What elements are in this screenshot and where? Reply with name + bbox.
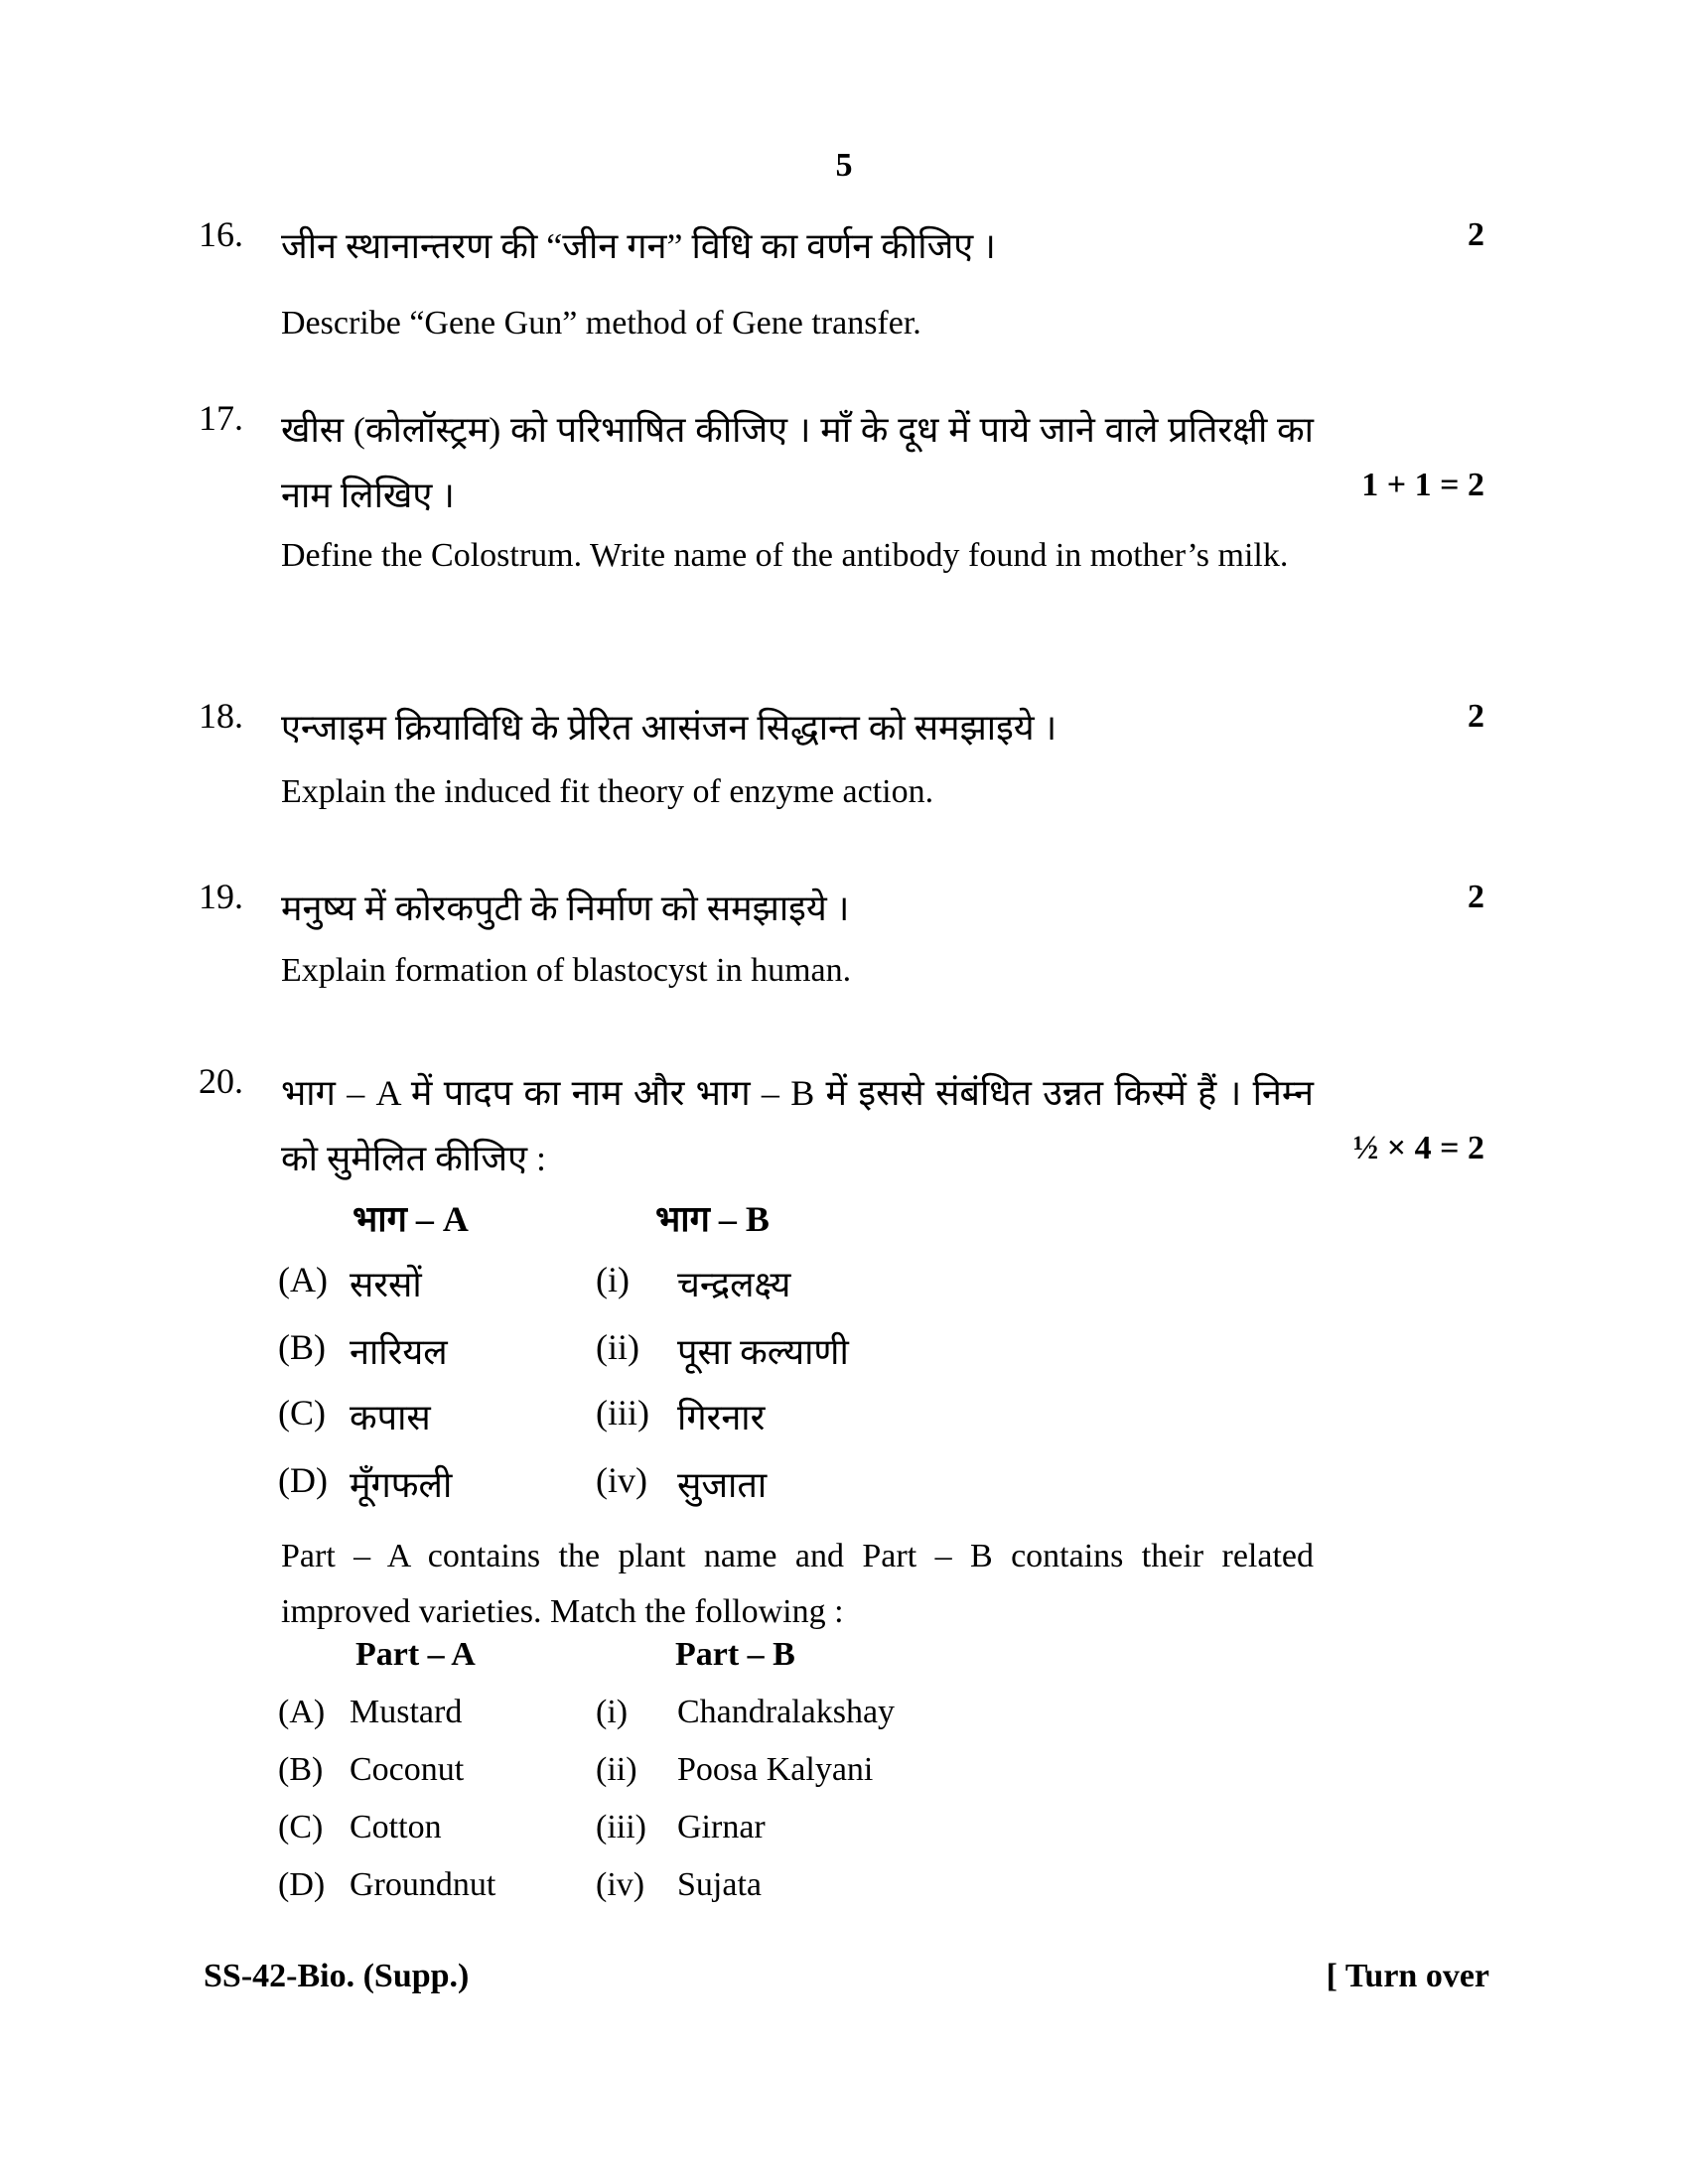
english-part-b-header: Part – B [675,1636,795,1673]
question-19-english: Explain formation of blastocyst in human. [281,952,852,989]
hindi-row-i-label: (i) [596,1260,630,1299]
english-row-a-item: Mustard [350,1694,463,1730]
hindi-row-iii-label: (iii) [596,1393,649,1433]
hindi-match-row [278,1392,1033,1440]
hindi-match-row [278,1259,1033,1307]
english-row-iii-item: Girnar [677,1809,766,1845]
question-16-number: 16. [199,214,243,254]
hindi-row-b-item: नारियल [350,1332,448,1372]
english-row-i-item: Chandralakshay [677,1694,896,1730]
english-row-b-label: (B) [278,1751,324,1788]
hindi-part-a-header: भाग – A [352,1199,469,1239]
paper-code: SS-42-Bio. (Supp.) [204,1958,470,1994]
english-row-iv-label: (iv) [596,1866,645,1903]
question-16-english: Describe “Gene Gun” method of Gene transfer. [281,305,921,341]
english-row-iv-item: Sujata [677,1866,762,1903]
hindi-row-ii-label: (ii) [596,1327,639,1367]
hindi-row-a-label: (A) [278,1260,328,1299]
question-18-number: 18. [199,696,243,736]
question-20-english-intro: Part – A contains the plant name and Part – B contains their related improved varieties. Match the following : [281,1538,1314,1630]
english-row-c-label: (C) [278,1809,324,1845]
page-number: 5 [835,147,853,184]
question-16-hindi: जीन स्थानान्तरण की “जीन गन” विधि का वर्णन कीजिए । [281,226,996,266]
question-19-hindi: मनुष्य में कोरकपुटी के निर्माण को समझाइये । [281,888,850,928]
english-match-row [278,1809,1033,1846]
hindi-match-row [278,1459,1033,1508]
english-row-iii-label: (iii) [596,1809,646,1845]
hindi-row-b-label: (B) [278,1327,326,1367]
hindi-row-iv-label: (iv) [596,1460,647,1500]
question-17-number: 17. [199,398,243,438]
english-row-ii-label: (ii) [596,1751,637,1788]
hindi-row-iv-item: सुजाता [677,1465,768,1505]
english-row-c-item: Cotton [350,1809,442,1845]
english-row-b-item: Coconut [350,1751,465,1788]
hindi-match-row [278,1326,1033,1375]
question-19-number: 19. [199,877,243,916]
english-match-row [278,1694,1033,1731]
hindi-row-i-item: चन्द्रलक्ष्य [677,1265,791,1304]
question-17-english: Define the Colostrum. Write name of the antibody found in mother’s milk. [281,537,1289,574]
question-19-marks: 2 [1468,879,1484,915]
english-match-row [278,1866,1033,1904]
question-16-marks: 2 [1468,216,1484,253]
question-20-number: 20. [199,1061,243,1101]
english-row-a-label: (A) [278,1694,326,1730]
question-18-marks: 2 [1468,698,1484,735]
turn-over-note: [ Turn over [1326,1958,1489,1994]
english-row-d-item: Groundnut [350,1866,496,1903]
english-row-d-label: (D) [278,1866,326,1903]
question-20-hindi-intro: भाग – A में पादप का नाम और भाग – B में इससे संबंधित उन्नत किस्में हैं । निम्न को सुमेलित कीजिए : [281,1073,1314,1178]
hindi-part-b-header: भाग – B [655,1199,770,1239]
hindi-row-d-item: मूँगफली [350,1465,453,1505]
question-17-marks: 1 + 1 = 2 [1361,467,1484,503]
hindi-row-c-item: कपास [350,1398,431,1437]
hindi-row-c-label: (C) [278,1393,326,1433]
english-row-ii-item: Poosa Kalyani [677,1751,874,1788]
question-18-english: Explain the induced fit theory of enzyme action. [281,773,934,810]
hindi-row-iii-item: गिरनार [677,1398,766,1437]
question-17-hindi: खीस (कोलॉस्ट्रम) को परिभाषित कीजिए । माँ के दूध में पाये जाने वाले प्रतिरक्षी का नाम लिखिए । [281,410,1314,515]
hindi-row-ii-item: पूसा कल्याणी [677,1332,849,1372]
hindi-row-d-label: (D) [278,1460,328,1500]
question-18-hindi: एन्जाइम क्रियाविधि के प्रेरित आसंजन सिद्धान्त को समझाइये । [281,708,1057,748]
english-match-row [278,1751,1033,1789]
english-part-a-header: Part – A [355,1636,476,1673]
question-20-marks: ½ × 4 = 2 [1352,1130,1484,1166]
hindi-row-a-item: सरसों [350,1265,422,1304]
english-row-i-label: (i) [596,1694,629,1730]
